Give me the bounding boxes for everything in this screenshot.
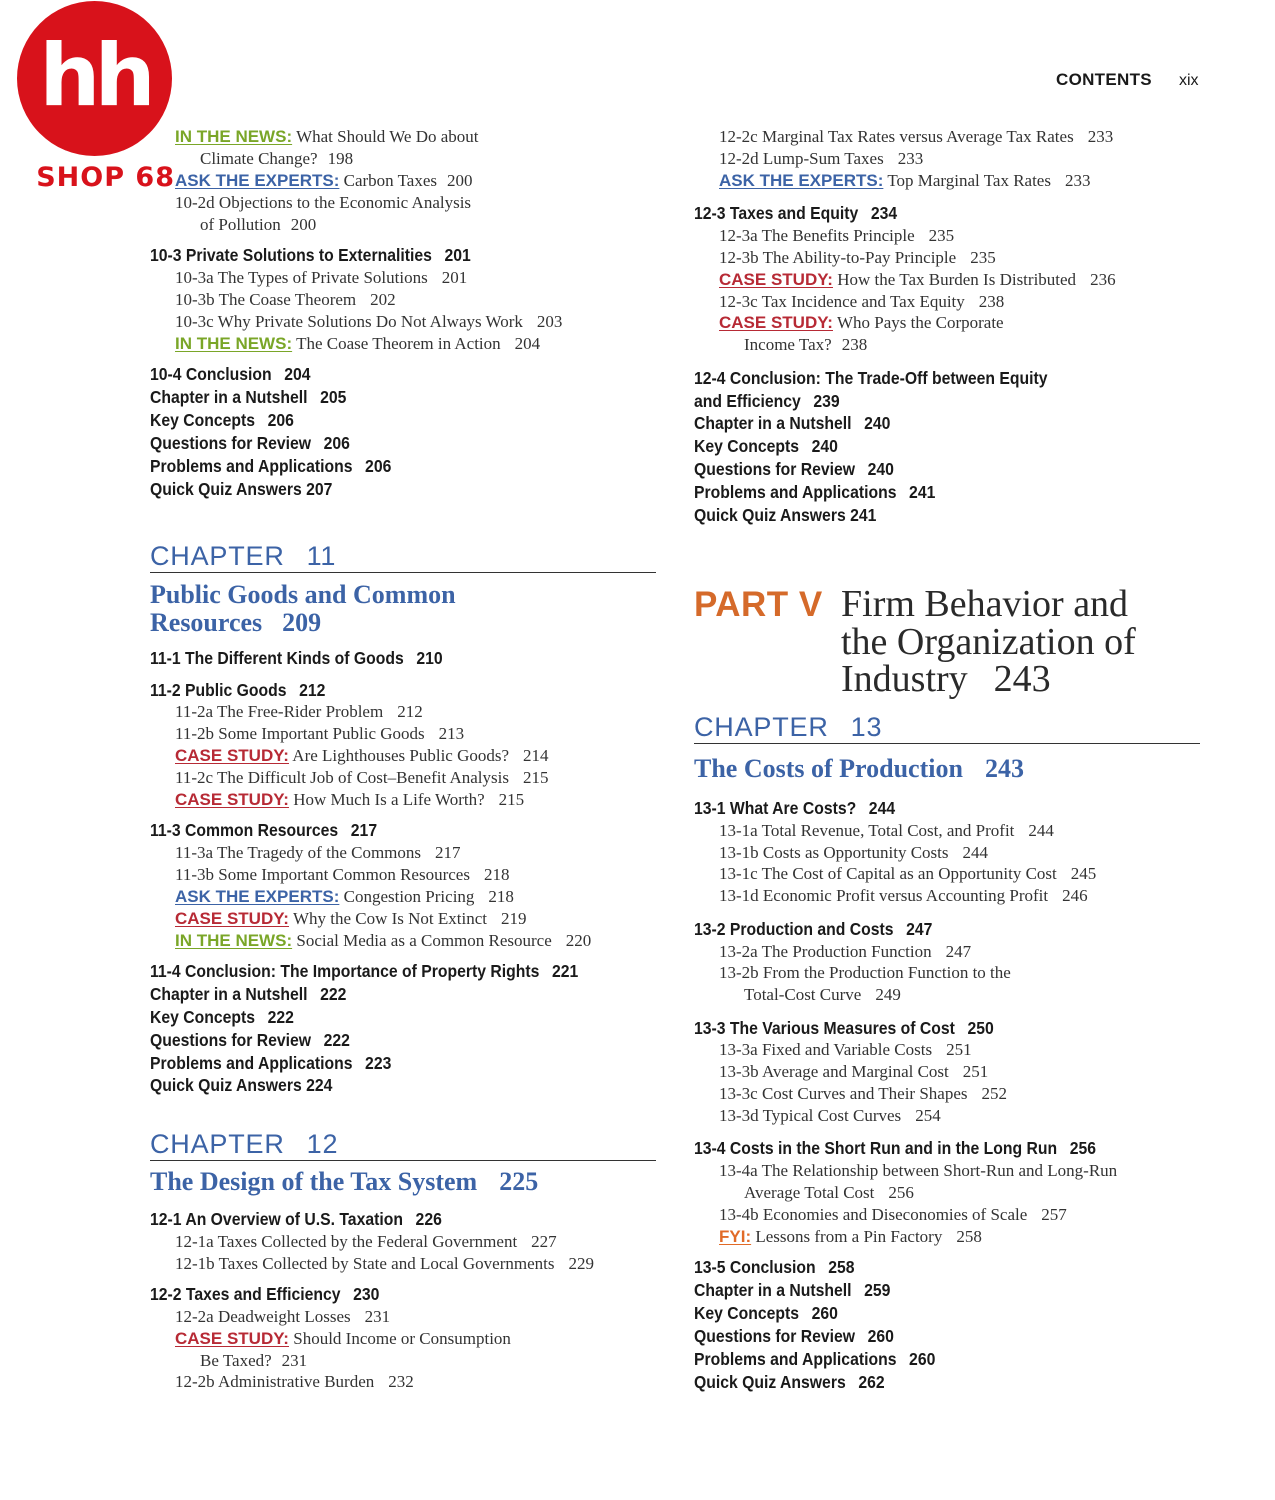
toc-section[interactable]: 12-3 Taxes and Equity 234 <box>694 203 898 223</box>
toc-section[interactable]: 12-4 Conclusion: The Trade-Off between Equity <box>694 368 1048 388</box>
toc-entry[interactable]: Average Total Cost 256 <box>744 1183 914 1202</box>
toc-section[interactable]: 13-3 The Various Measures of Cost 250 <box>694 1018 994 1038</box>
toc-entry[interactable]: CASE STUDY: Who Pays the Corporate <box>719 313 1004 332</box>
toc-section[interactable]: Quick Quiz Answers 207 <box>150 479 333 499</box>
toc-entry[interactable]: IN THE NEWS: Social Media as a Common Resource 220 <box>175 931 592 950</box>
toc-section[interactable]: Quick Quiz Answers 262 <box>694 1372 885 1392</box>
toc-section[interactable]: Problems and Applications 223 <box>150 1053 392 1073</box>
toc-entry[interactable]: 12-2a Deadweight Losses 231 <box>175 1307 391 1326</box>
ask-the-experts-tag: ASK THE EXPERTS: <box>175 887 340 906</box>
ask-the-experts-tag: ASK THE EXPERTS: <box>175 171 340 190</box>
toc-section[interactable]: 10-3 Private Solutions to Externalities 201 <box>150 245 471 265</box>
toc-section[interactable]: Questions for Review 260 <box>694 1326 894 1346</box>
toc-section[interactable]: 11-2 Public Goods 212 <box>150 680 326 700</box>
toc-section[interactable]: Problems and Applications 241 <box>694 482 936 502</box>
part-title[interactable]: Firm Behavior and the Organization of Industry 243 <box>841 583 1136 700</box>
part-label: PART V <box>694 585 823 624</box>
toc-entry[interactable]: 13-1c The Cost of Capital as an Opportunity Cost 245 <box>719 864 1097 883</box>
logo-shop-label: SHOP 68 <box>36 162 175 193</box>
toc-section[interactable]: 13-4 Costs in the Short Run and in the Long Run 256 <box>694 1138 1097 1158</box>
ask-the-experts-tag: ASK THE EXPERTS: <box>719 171 884 190</box>
toc-entry[interactable]: 13-1b Costs as Opportunity Costs 244 <box>719 843 989 862</box>
toc-section[interactable]: Chapter in a Nutshell 205 <box>150 387 347 407</box>
toc-entry[interactable]: 13-2b From the Production Function to the <box>719 963 1011 982</box>
toc-section[interactable]: 13-2 Production and Costs 247 <box>694 919 933 939</box>
toc-entry[interactable]: 12-3c Tax Incidence and Tax Equity 238 <box>719 292 1005 311</box>
toc-entry[interactable]: Income Tax? 238 <box>744 335 868 354</box>
toc-entry[interactable]: of Pollution 200 <box>200 215 317 234</box>
toc-entry[interactable]: CASE STUDY: How the Tax Burden Is Distributed 236 <box>719 270 1116 289</box>
page-number: xix <box>1179 72 1199 89</box>
chapter-heading: CHAPTER 11 <box>150 541 656 573</box>
toc-entry[interactable]: 13-3c Cost Curves and Their Shapes 252 <box>719 1084 1008 1103</box>
toc-section[interactable]: Problems and Applications 206 <box>150 456 392 476</box>
toc-section[interactable]: Questions for Review 222 <box>150 1030 350 1050</box>
toc-section[interactable]: Chapter in a Nutshell 222 <box>150 984 347 1004</box>
case-study-tag: CASE STUDY: <box>175 746 289 765</box>
case-study-tag: CASE STUDY: <box>719 313 833 332</box>
toc-entry[interactable]: 13-4a The Relationship between Short-Run and Long-Run <box>719 1161 1118 1180</box>
case-study-tag: CASE STUDY: <box>175 1329 289 1348</box>
toc-entry[interactable]: CASE STUDY: How Much Is a Life Worth? 215 <box>175 790 525 809</box>
in-the-news-tag: IN THE NEWS: <box>175 127 293 146</box>
toc-entry[interactable]: ASK THE EXPERTS: Top Marginal Tax Rates 233 <box>719 171 1091 190</box>
toc-entry[interactable]: 12-2c Marginal Tax Rates versus Average Tax Rates 233 <box>719 127 1114 146</box>
toc-entry[interactable]: IN THE NEWS: What Should We Do about <box>175 127 479 146</box>
toc-entry[interactable]: Be Taxed? 231 <box>200 1351 308 1370</box>
toc-section[interactable]: 12-1 An Overview of U.S. Taxation 226 <box>150 1209 442 1229</box>
chapter-title[interactable]: Public Goods and Common <box>150 580 456 609</box>
toc-entry[interactable]: 12-3b The Ability-to-Pay Principle 235 <box>719 248 996 267</box>
toc-entry[interactable]: 13-4b Economies and Diseconomies of Scale 257 <box>719 1205 1067 1224</box>
case-study-tag: CASE STUDY: <box>175 790 289 809</box>
toc-section[interactable]: Key Concepts 206 <box>150 410 294 430</box>
toc-entry[interactable]: ASK THE EXPERTS: Congestion Pricing 218 <box>175 887 514 906</box>
toc-entry[interactable]: 13-2a The Production Function 247 <box>719 942 972 961</box>
toc-section[interactable]: 12-2 Taxes and Efficiency 230 <box>150 1284 380 1304</box>
toc-entry[interactable]: 11-2b Some Important Public Goods 213 <box>175 724 465 743</box>
chapter-title[interactable]: The Costs of Production 243 <box>694 754 1024 783</box>
toc-entry[interactable]: 13-3d Typical Cost Curves 254 <box>719 1106 941 1125</box>
toc-entry[interactable]: CASE STUDY: Why the Cow Is Not Extinct 219 <box>175 909 527 928</box>
toc-section[interactable]: 13-1 What Are Costs? 244 <box>694 798 896 818</box>
toc-entry[interactable]: 13-3b Average and Marginal Cost 251 <box>719 1062 989 1081</box>
toc-section[interactable]: Questions for Review 240 <box>694 459 894 479</box>
toc-entry[interactable]: 13-3a Fixed and Variable Costs 251 <box>719 1040 972 1059</box>
toc-entry[interactable]: 12-1a Taxes Collected by the Federal Government 227 <box>175 1232 557 1251</box>
toc-section[interactable]: 13-5 Conclusion 258 <box>694 1257 855 1277</box>
toc-entry[interactable]: Climate Change? 198 <box>200 149 354 168</box>
in-the-news-tag: IN THE NEWS: <box>175 334 293 353</box>
toc-section[interactable]: 10-4 Conclusion 204 <box>150 364 311 384</box>
toc-entry[interactable]: 10-3b The Coase Theorem 202 <box>175 290 396 309</box>
logo-text: hh <box>39 26 150 126</box>
toc-section[interactable]: Chapter in a Nutshell 259 <box>694 1280 891 1300</box>
toc-entry[interactable]: 12-3a The Benefits Principle 235 <box>719 226 955 245</box>
toc-entry[interactable]: 11-2c The Difficult Job of Cost–Benefit Analysis 215 <box>175 768 549 787</box>
toc-entry[interactable]: ASK THE EXPERTS: Carbon Taxes 200 <box>175 171 473 190</box>
toc-section[interactable]: Key Concepts 222 <box>150 1007 294 1027</box>
toc-entry[interactable]: 10-3c Why Private Solutions Do Not Always Work 203 <box>175 312 563 331</box>
toc-entry[interactable]: 13-1d Economic Profit versus Accounting Profit 246 <box>719 886 1088 905</box>
toc-entry[interactable]: 11-3b Some Important Common Resources 218 <box>175 865 510 884</box>
case-study-tag: CASE STUDY: <box>719 270 833 289</box>
toc-entry[interactable]: 12-2b Administrative Burden 232 <box>175 1372 414 1391</box>
toc-section[interactable]: Quick Quiz Answers 224 <box>150 1075 333 1095</box>
fyi-tag: FYI: <box>719 1227 752 1246</box>
toc-entry[interactable]: CASE STUDY: Are Lighthouses Public Goods? 214 <box>175 746 549 765</box>
toc-section[interactable]: Key Concepts 240 <box>694 436 838 456</box>
toc-section[interactable]: Problems and Applications 260 <box>694 1349 936 1369</box>
toc-entry[interactable]: Total-Cost Curve 249 <box>744 985 901 1004</box>
running-header: CONTENTS <box>1056 70 1152 89</box>
in-the-news-tag: IN THE NEWS: <box>175 931 293 950</box>
chapter-title[interactable]: Resources 209 <box>150 608 322 637</box>
toc-entry[interactable]: CASE STUDY: Should Income or Consumption <box>175 1329 511 1348</box>
toc-entry[interactable]: 10-2d Objections to the Economic Analysis <box>175 193 472 212</box>
toc-entry[interactable]: 11-3a The Tragedy of the Commons 217 <box>175 843 461 862</box>
toc-section[interactable]: Key Concepts 260 <box>694 1303 838 1323</box>
toc-section[interactable]: Chapter in a Nutshell 240 <box>694 413 891 433</box>
case-study-tag: CASE STUDY: <box>175 909 289 928</box>
chapter-heading: CHAPTER 12 <box>150 1129 656 1161</box>
toc-entry[interactable]: 11-2a The Free-Rider Problem 212 <box>175 702 423 721</box>
toc-entry[interactable]: IN THE NEWS: The Coase Theorem in Action 204 <box>175 334 541 353</box>
toc-entry[interactable]: 12-1b Taxes Collected by State and Local Governments 229 <box>175 1254 594 1273</box>
toc-section[interactable]: Questions for Review 206 <box>150 433 350 453</box>
chapter-title[interactable]: The Design of the Tax System 225 <box>150 1167 539 1196</box>
toc-entry[interactable]: FYI: Lessons from a Pin Factory 258 <box>719 1227 982 1246</box>
toc-section[interactable]: Quick Quiz Answers 241 <box>694 505 877 525</box>
toc-entry[interactable]: 10-3a The Types of Private Solutions 201 <box>175 268 468 287</box>
logo-hh-icon <box>17 1 172 156</box>
toc-section[interactable]: and Efficiency 239 <box>694 391 840 411</box>
toc-entry[interactable]: 12-2d Lump-Sum Taxes 233 <box>719 149 924 168</box>
toc-section[interactable]: 11-3 Common Resources 217 <box>150 820 378 840</box>
chapter-heading: CHAPTER 13 <box>694 712 1200 744</box>
toc-entry[interactable]: 13-1a Total Revenue, Total Cost, and Profit 244 <box>719 821 1054 840</box>
toc-section[interactable]: 11-4 Conclusion: The Importance of Property Rights 221 <box>150 961 579 981</box>
toc-section[interactable]: 11-1 The Different Kinds of Goods 210 <box>150 648 443 668</box>
